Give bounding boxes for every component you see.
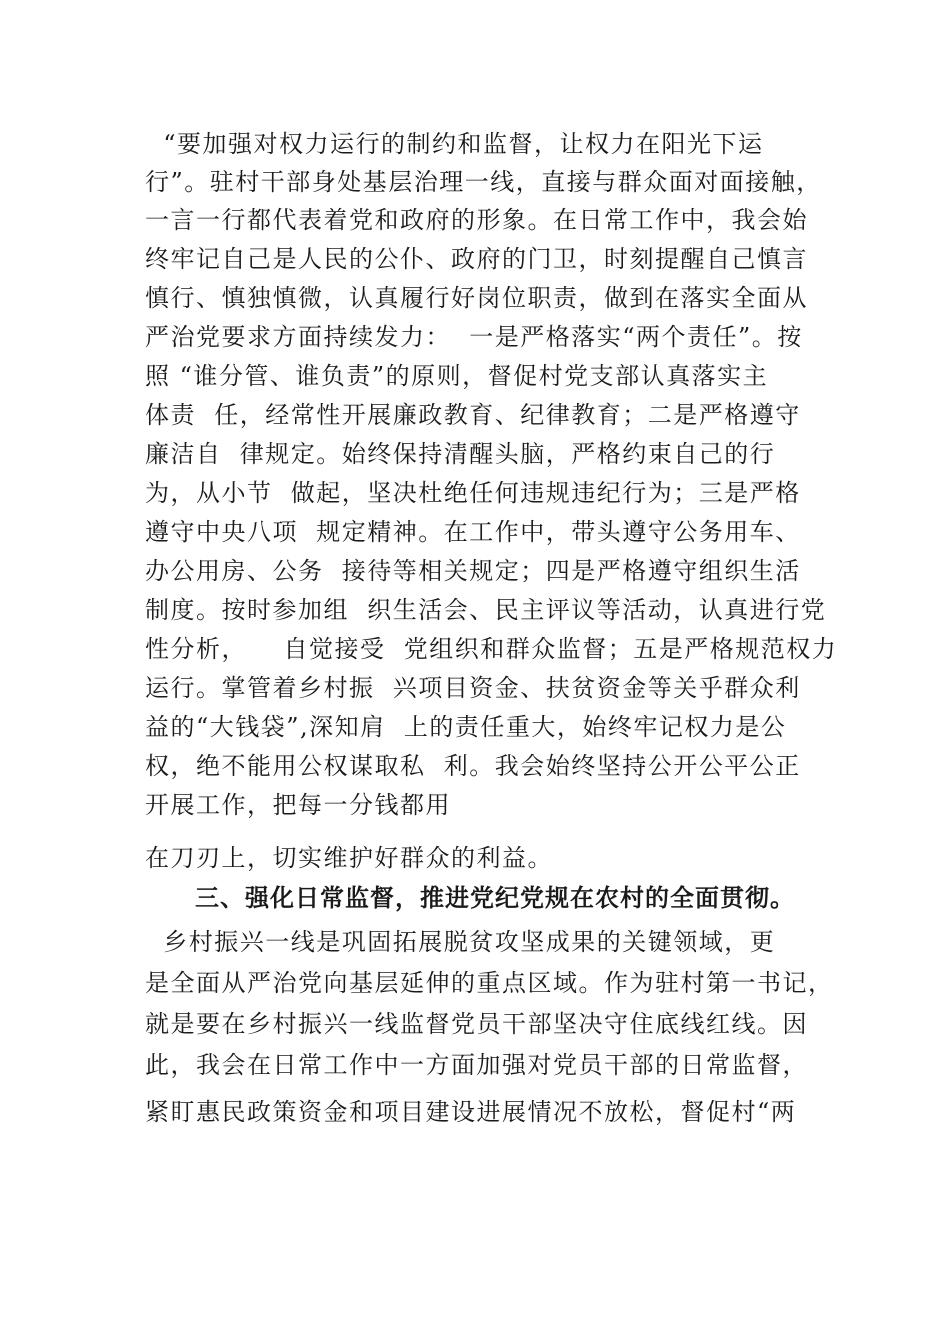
paragraph-line: 乡村振兴一线是巩固拓展脱贫攻坚成果的关键领域，更 (145, 928, 776, 956)
paragraph-line: 一言一行都代表着党和政府的形象。在日常工作中，我会始 (145, 206, 808, 234)
paragraph-line: 为，从小节 做起，坚决杜绝任何违规违纪行为；三是严格 (145, 479, 801, 507)
paragraph-line: 办公用房、公务 接待等相关规定；四是严格遵守组织生活 (145, 557, 801, 585)
paragraph-line: “要加强对权力运行的制约和监督，让权力在阳光下运 (145, 130, 764, 158)
paragraph-line: 慎行、慎独慎微，认真履行好岗位职责，做到在落实全面从 (145, 284, 808, 312)
paragraph-line: 遵守中央八项 规定精神。在工作中，带头遵守公务用车、 (145, 518, 801, 546)
paragraph-line: 制度。按时参加组 织生活会、民主评议等活动，认真进行党 (145, 596, 827, 624)
paragraph-line: 终牢记自己是人民的公仆、政府的门卫，时刻提醒自己慎言 (145, 245, 808, 273)
paragraph-line: 是全面从严治党向基层延伸的重点区域。作为驻村第一书记， (145, 969, 834, 997)
section-heading: 三、强化日常监督，推进党纪党规在农村的全面贯彻。 (195, 884, 795, 912)
paragraph-line: 紧盯惠民政策资金和项目建设进展情况不放松，督促村“两 (145, 1098, 797, 1126)
paragraph-line: 益的“大钱袋”,深知肩 上的责任重大，始终牢记权力是公 (145, 713, 787, 741)
paragraph-line: 廉洁自 律规定。始终保持清醒头脑，严格约束自己的行 (145, 440, 776, 468)
paragraph-line: 运行。掌管着乡村振 兴项目资金、扶贫资金等关乎群众利 (145, 674, 801, 702)
paragraph-continuation: 在刀刃上，切实维护好群众的利益。 (145, 844, 553, 872)
paragraph-line: 就是要在乡村振兴一线监督党员干部坚决守住底线红线。因 (145, 1010, 808, 1038)
paragraph-line: 此，我会在日常工作中一方面加强对党员干部的日常监督， (145, 1051, 808, 1079)
paragraph-line: 行”。驻村干部身处基层治理一线，直接与群众面对面接触， (145, 168, 822, 196)
paragraph-line: 照 “谁分管、谁负责”的原则，督促村党支部认真落实主 (145, 362, 769, 390)
paragraph-line: 体责 任，经常性开展廉政教育、纪律教育；二是严格遵守 (145, 401, 801, 429)
paragraph-line: 权，绝不能用公权谋取私 利。我会始终坚持公开公平公正 (145, 752, 801, 780)
paragraph-line: 严治党要求方面持续发力： 一是严格落实“两个责任”。按 (145, 323, 803, 351)
paragraph-line: 性分析， 自觉接受 党组织和群众监督；五是严格规范权力 (145, 635, 838, 663)
paragraph-line: 开展工作，把每一分钱都用 (145, 791, 451, 819)
